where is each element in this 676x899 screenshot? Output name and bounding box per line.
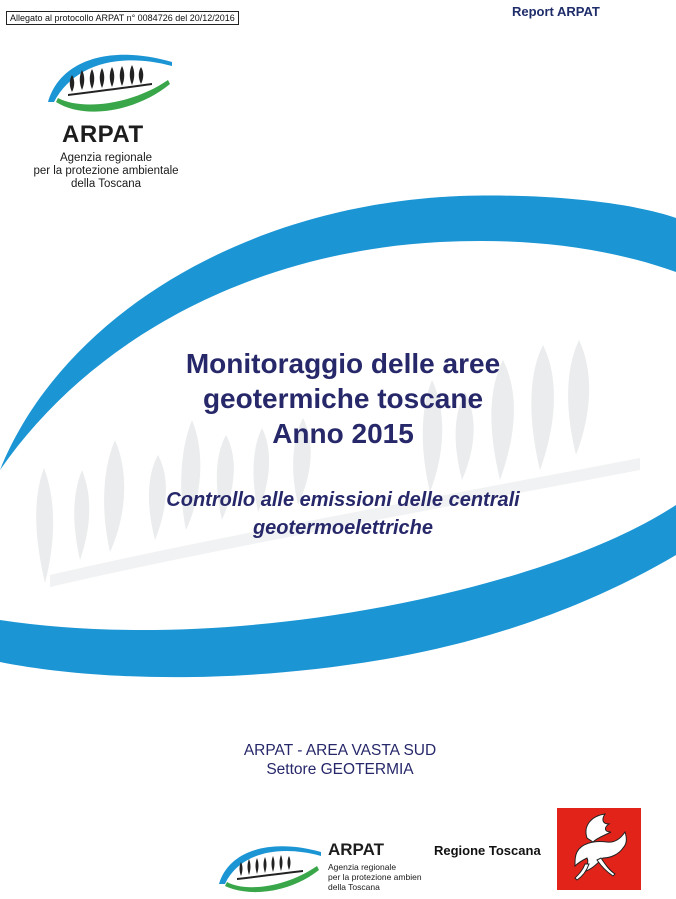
pegasus-emblem-icon [557, 808, 641, 890]
footer-arpat-subtitle [328, 862, 422, 892]
footer-arpat-name: ARPAT [328, 840, 385, 859]
document-subtitle [60, 486, 626, 542]
report-label: Report ARPAT [512, 4, 600, 19]
protocol-stamp: Allegato al protocollo ARPAT n° 0084726 del 20/12/2016 [6, 11, 239, 25]
document-title-line: Anno 2015 [272, 418, 414, 449]
document-title-line: Monitoraggio delle aree [185, 348, 501, 379]
arpat-logo-subtitle [18, 152, 194, 191]
arpat-logo-name: ARPAT [62, 121, 144, 148]
arpat-logo-subtitle-line: per la protezione ambientale [33, 165, 179, 177]
document-subtitle-line: geotermoelettriche [252, 517, 434, 539]
office-sector: Settore GEOTERMIA [266, 761, 414, 778]
footer-arpat-subtitle-line: della Toscana [328, 882, 380, 892]
arpat-cypress-logo-icon [40, 40, 180, 120]
region-name: Regione Toscana [434, 843, 541, 858]
document-title-line: geotermiche toscane [202, 383, 484, 414]
office-area: ARPAT - AREA VASTA SUD [243, 742, 437, 759]
arpat-logo-subtitle-line: della Toscana [70, 178, 142, 190]
footer-arpat-subtitle-line: Agenzia regionale [328, 862, 397, 872]
footer-arpat-logo-icon [215, 836, 325, 896]
document-title [100, 346, 586, 451]
document-subtitle-line: Controllo alle emissioni delle centrali [166, 489, 520, 511]
arpat-logo-subtitle-line: Agenzia regionale [59, 152, 153, 164]
footer-arpat-subtitle-line: per la protezione ambien [328, 872, 422, 882]
office-block [170, 741, 510, 779]
